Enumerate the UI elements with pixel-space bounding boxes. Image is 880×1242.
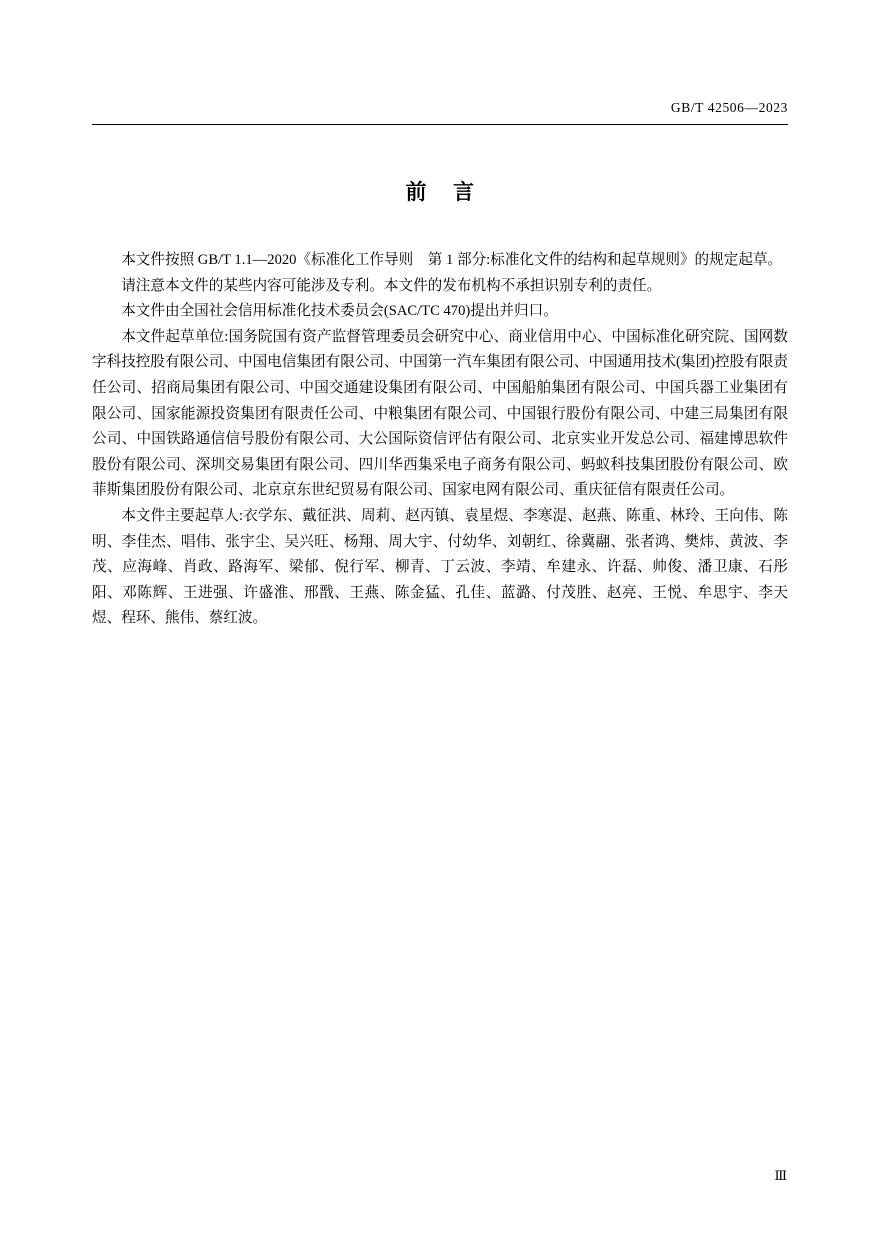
page-title-left: 前	[405, 180, 427, 204]
foreword-content	[92, 248, 788, 632]
header-divider	[92, 124, 788, 125]
paragraph-patent-notice: 请注意本文件的某些内容可能涉及专利。本文件的发布机构不承担识别专利的责任。	[121, 277, 662, 294]
paragraph-drafting-organizations: 本文件起草单位:国务院国有资产监督管理委员会研究中心、商业信用中心、中国标准化研究院、国网数字科技控股有限公司、中国电信集团有限公司、中国第一汽车集团有限公司、中国通用技术(集团)控股有限责任公司、招商局集团有限公司、中国交通建设集团有限公司、中国船舶集团有限公司、中国兵器工业集团有限公司、国家能源投资集团有限责任公司、中粮集团有限公司、中国银行股份有限公司、中建三局集团有限公司、中国铁路通信信号股份有限公司、大公国际资信评估有限公司、北京实业开发总公司、福建博思软件股份有限公司、深圳交易集团有限公司、四川华西集采电子商务有限公司、蚂蚁科技集团股份有限公司、欧菲斯集团股份有限公司、北京京东世纪贸易有限公司、国家电网有限公司、重庆征信有限责任公司。	[92, 328, 788, 499]
page-title-right: 言	[453, 180, 475, 204]
standard-number: GB/T 42506—2023	[670, 100, 788, 115]
paragraph-drafting-basis: 本文件按照 GB/T 1.1—2020《标准化工作导则 第 1 部分:标准化文件的结构和起草规则》的规定起草。	[121, 252, 783, 268]
page-header	[92, 100, 788, 128]
paragraph-proposing-body: 本文件由全国社会信用标准化技术委员会(SAC/TC 470)提出并归口。	[121, 303, 558, 320]
page-number: Ⅲ	[774, 1168, 788, 1183]
paragraph-main-drafters: 本文件主要起草人:衣学东、戴征洪、周莉、赵丙镇、袁星煜、李寒湜、赵燕、陈重、林玲、王向伟、陈明、李佳杰、唱伟、张宇尘、吴兴旺、杨翔、周大宇、付幼华、刘朝红、徐冀翮、张者鸿、樊炜、黄波、李茂、应海峰、肖政、路海军、梁郁、倪行军、柳青、丁云波、李靖、牟建永、许磊、帅俊、潘卫康、石彤阳、邓陈辉、王进强、许盛淮、邢戬、王燕、陈金猛、孔佳、蓝潞、付茂胜、赵亮、王悦、牟思宇、李天煜、程环、熊伟、蔡红波。	[92, 507, 788, 627]
page-title	[0, 176, 880, 206]
